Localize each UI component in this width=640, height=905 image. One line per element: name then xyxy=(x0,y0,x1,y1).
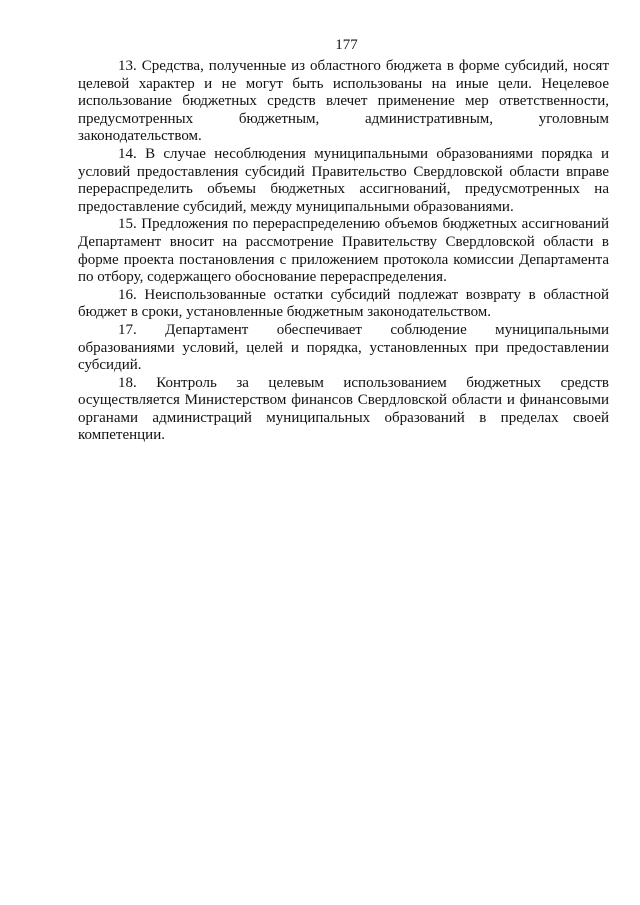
paragraph-15: 15. Предложения по перераспределению объемов бюджетных ассигнований Департамент вносит на рассмотрение Правительству Свердловской области в форме проекта постановления с приложением протокола комиссии Департамента по отбору, содержащего обоснование перераспределения. xyxy=(78,216,609,286)
document-page xyxy=(78,36,609,445)
page-number: 177 xyxy=(335,37,358,53)
paragraph-18: 18. Контроль за целевым использованием бюджетных средств осуществляется Министерством финансов Свердловской области и финансовыми органами администраций муниципальных образований в пределах своей компетенции. xyxy=(78,374,609,444)
paragraph-13: 13. Средства, полученные из областного бюджета в форме субсидий, носят целевой характер и не могут быть использованы на иные цели. Нецелевое использование бюджетных средств влечет применение мер ответственности, предусмотренных бюджетным, административным, уголовным законодательством. xyxy=(78,58,609,145)
paragraph-17: 17. Департамент обеспечивает соблюдение муниципальными образованиями условий, целей и порядка, установленных при предоставлении субсидий. xyxy=(78,321,609,374)
paragraph-14: 14. В случае несоблюдения муниципальными образованиями порядка и условий предоставления субсидий Правительство Свердловской области вправе перераспределить объемы бюджетных ассигнований, предусмотренных на предоставление субсидий, между муниципальными образованиями. xyxy=(78,145,609,215)
paragraph-16: 16. Неиспользованные остатки субсидий подлежат возврату в областной бюджет в сроки, установленные бюджетным законодательством. xyxy=(78,286,609,321)
